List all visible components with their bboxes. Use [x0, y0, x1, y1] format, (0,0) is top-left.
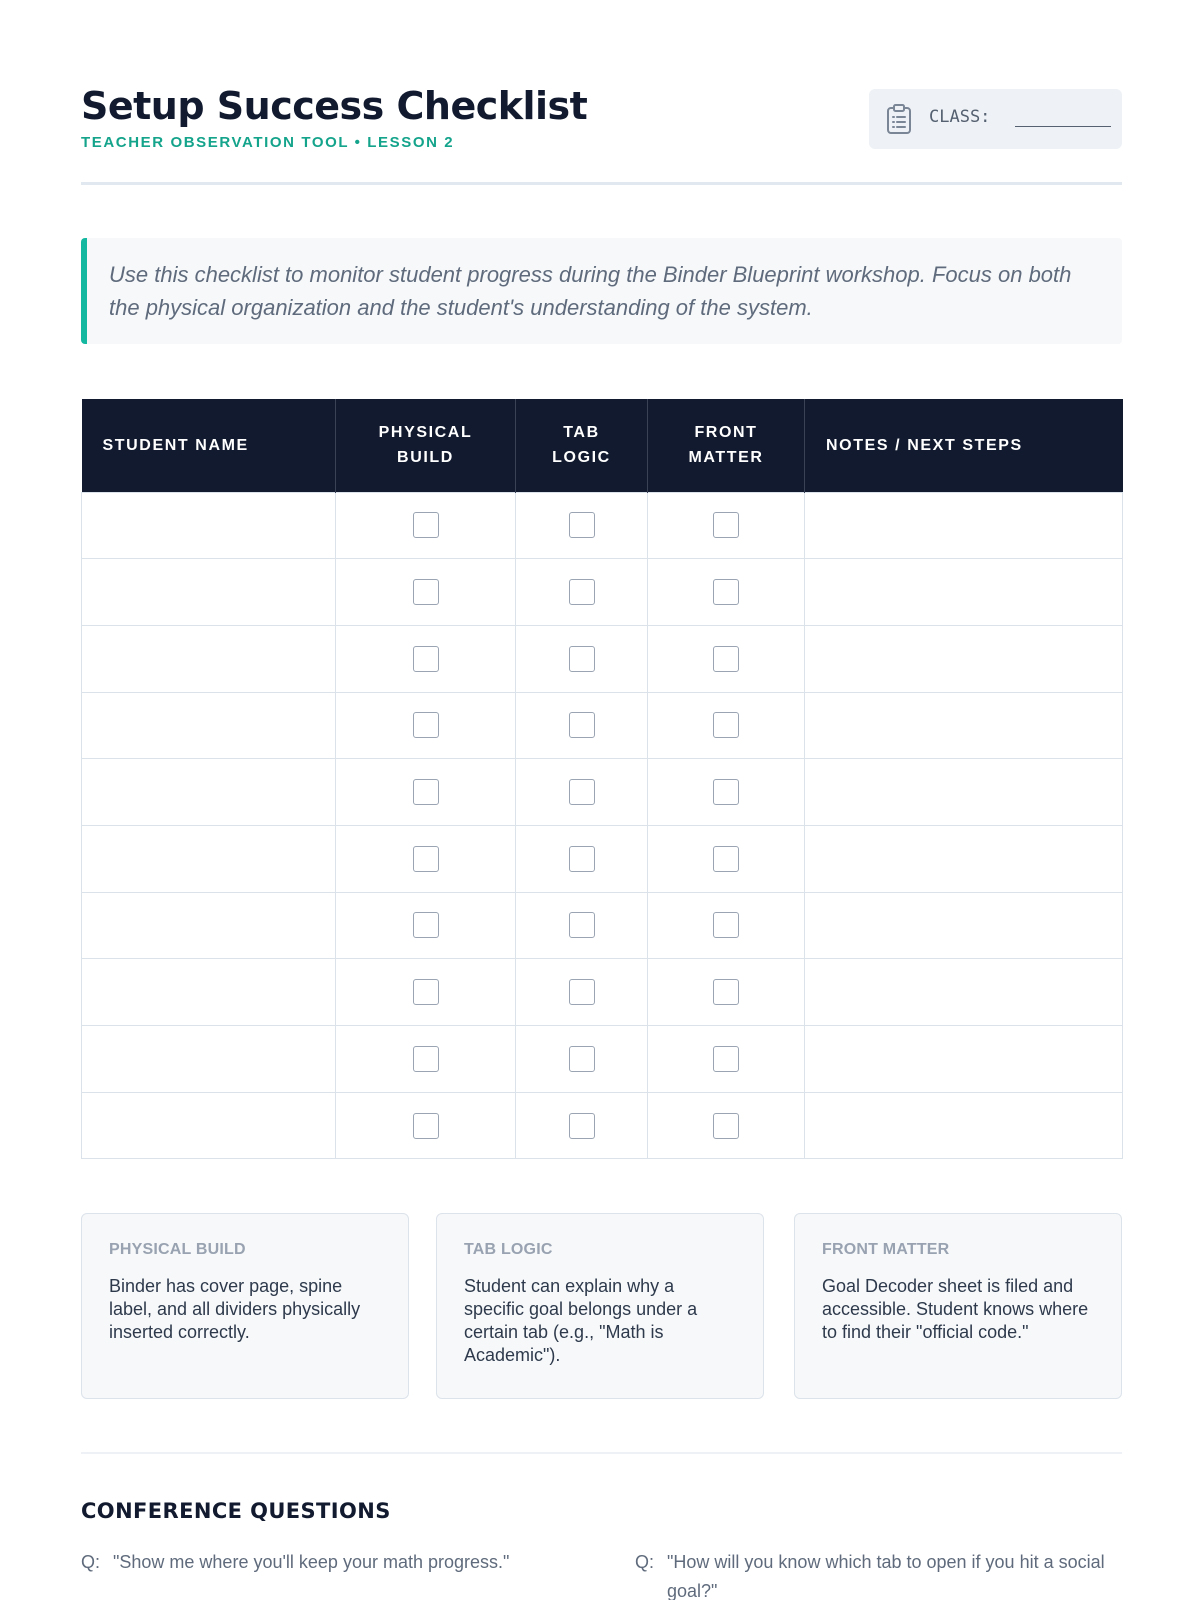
front-matter-cell	[648, 759, 805, 826]
table-row	[82, 825, 1123, 892]
col-physical-build-line2: BUILD	[397, 449, 454, 467]
physical-build-cell	[336, 759, 516, 826]
student-name-cell[interactable]	[82, 1026, 336, 1093]
tab-logic-cell	[516, 1092, 648, 1159]
table-row	[82, 1026, 1123, 1093]
checkbox[interactable]	[569, 1046, 595, 1072]
checklist-table	[81, 399, 1122, 1159]
criteria-cards	[81, 1213, 1122, 1399]
header	[81, 84, 1122, 184]
checkbox[interactable]	[413, 646, 439, 672]
front-matter-cell	[648, 1092, 805, 1159]
col-physical-build	[336, 399, 516, 492]
question-prefix: Q:	[81, 1552, 101, 1572]
notes-cell[interactable]	[805, 492, 1123, 559]
table-row	[82, 892, 1123, 959]
physical-build-cell	[336, 692, 516, 759]
checkbox[interactable]	[569, 979, 595, 1005]
tab-logic-cell	[516, 692, 648, 759]
notes-cell[interactable]	[805, 759, 1123, 826]
checkbox[interactable]	[413, 1046, 439, 1072]
intro-callout	[81, 238, 1122, 344]
col-tab-logic	[516, 399, 648, 492]
notes-cell[interactable]	[805, 625, 1123, 692]
tab-logic-cell	[516, 825, 648, 892]
criteria-card-physical-build	[81, 1213, 409, 1399]
front-matter-cell	[648, 892, 805, 959]
criteria-card-text: Binder has cover page, spine label, and all dividers physically inserted correctly.	[109, 1276, 361, 1342]
checkbox[interactable]	[569, 846, 595, 872]
intro-text: Use this checklist to monitor student progress during the Binder Blueprint workshop. Focus on both the physical organization and the student's understanding of the system.	[109, 262, 1072, 320]
notes-cell[interactable]	[805, 959, 1123, 1026]
checkbox[interactable]	[569, 512, 595, 538]
tab-logic-cell	[516, 959, 648, 1026]
checkbox[interactable]	[413, 912, 439, 938]
table-row	[82, 559, 1123, 626]
student-name-cell[interactable]	[82, 692, 336, 759]
checkbox[interactable]	[413, 779, 439, 805]
question-text: "How will you know which tab to open if you hit a social goal?"	[667, 1552, 1105, 1600]
col-tab-logic-line2: LOGIC	[552, 449, 611, 467]
table-row	[82, 492, 1123, 559]
checkbox[interactable]	[569, 579, 595, 605]
clipboard-icon	[886, 104, 912, 134]
tab-logic-cell	[516, 492, 648, 559]
student-name-cell[interactable]	[82, 959, 336, 1026]
tab-logic-cell	[516, 1026, 648, 1093]
front-matter-cell	[648, 625, 805, 692]
notes-cell[interactable]	[805, 892, 1123, 959]
physical-build-cell	[336, 892, 516, 959]
physical-build-cell	[336, 559, 516, 626]
table-row	[82, 625, 1123, 692]
col-notes: NOTES / NEXT STEPS	[805, 399, 1123, 492]
front-matter-cell	[648, 492, 805, 559]
checkbox[interactable]	[569, 1113, 595, 1139]
criteria-card-text: Goal Decoder sheet is filed and accessible. Student knows where to find their "official code."	[822, 1276, 1089, 1342]
tab-logic-cell	[516, 759, 648, 826]
physical-build-cell	[336, 1026, 516, 1093]
class-label: CLASS:	[929, 107, 991, 127]
criteria-card-title: PHYSICAL BUILD	[109, 1241, 246, 1258]
table-row	[82, 959, 1123, 1026]
criteria-card-front-matter	[794, 1213, 1122, 1399]
checkbox[interactable]	[713, 712, 739, 738]
question-text: "Show me where you'll keep your math progress."	[113, 1552, 510, 1572]
student-name-cell[interactable]	[82, 492, 336, 559]
class-field[interactable]	[869, 89, 1122, 149]
physical-build-cell	[336, 492, 516, 559]
physical-build-cell	[336, 959, 516, 1026]
checkbox[interactable]	[713, 512, 739, 538]
header-divider	[81, 182, 1122, 185]
notes-cell[interactable]	[805, 1092, 1123, 1159]
student-name-cell[interactable]	[82, 825, 336, 892]
checkbox[interactable]	[713, 1046, 739, 1072]
checkbox[interactable]	[413, 979, 439, 1005]
notes-cell[interactable]	[805, 1026, 1123, 1093]
tab-logic-cell	[516, 892, 648, 959]
checkbox[interactable]	[413, 512, 439, 538]
checkbox[interactable]	[713, 912, 739, 938]
notes-cell[interactable]	[805, 825, 1123, 892]
checkbox[interactable]	[569, 646, 595, 672]
checkbox[interactable]	[413, 1113, 439, 1139]
physical-build-cell	[336, 625, 516, 692]
col-physical-build-line1: PHYSICAL	[378, 424, 473, 442]
tab-logic-cell	[516, 625, 648, 692]
class-blank-line[interactable]	[1015, 126, 1111, 127]
table-body	[82, 492, 1123, 1159]
criteria-card-tab-logic	[436, 1213, 764, 1399]
checkbox[interactable]	[713, 779, 739, 805]
front-matter-cell	[648, 559, 805, 626]
front-matter-cell	[648, 959, 805, 1026]
section-divider	[81, 1452, 1122, 1454]
question-prefix: Q:	[635, 1552, 655, 1572]
table-row	[82, 1092, 1123, 1159]
col-front-matter	[648, 399, 805, 492]
col-student-name: STUDENT NAME	[82, 399, 336, 492]
student-name-cell[interactable]	[82, 625, 336, 692]
checkbox[interactable]	[713, 846, 739, 872]
page-title: Setup Success Checklist	[81, 84, 588, 128]
student-name-cell[interactable]	[82, 892, 336, 959]
checkbox[interactable]	[569, 912, 595, 938]
checkbox[interactable]	[713, 979, 739, 1005]
col-tab-logic-line1: TAB	[563, 424, 600, 442]
criteria-card-title: FRONT MATTER	[822, 1241, 950, 1258]
front-matter-cell	[648, 692, 805, 759]
front-matter-cell	[648, 1026, 805, 1093]
page-subtitle: TEACHER OBSERVATION TOOL • LESSON 2	[81, 134, 455, 151]
col-front-matter-line1: FRONT	[694, 424, 758, 442]
conference-title: CONFERENCE QUESTIONS	[81, 1499, 391, 1523]
checkbox[interactable]	[569, 779, 595, 805]
col-front-matter-line2: MATTER	[688, 449, 764, 467]
notes-cell[interactable]	[805, 692, 1123, 759]
front-matter-cell	[648, 825, 805, 892]
criteria-card-title: TAB LOGIC	[464, 1241, 553, 1258]
checkbox[interactable]	[413, 846, 439, 872]
checkbox[interactable]	[413, 712, 439, 738]
table-row	[82, 759, 1123, 826]
student-name-cell[interactable]	[82, 1092, 336, 1159]
notes-cell[interactable]	[805, 559, 1123, 626]
checkbox[interactable]	[413, 579, 439, 605]
checkbox[interactable]	[713, 579, 739, 605]
physical-build-cell	[336, 825, 516, 892]
student-name-cell[interactable]	[82, 759, 336, 826]
checkbox[interactable]	[713, 646, 739, 672]
student-name-cell[interactable]	[82, 559, 336, 626]
physical-build-cell	[336, 1092, 516, 1159]
table-row	[82, 692, 1123, 759]
table-header-row	[82, 399, 1123, 492]
checkbox[interactable]	[569, 712, 595, 738]
checkbox[interactable]	[713, 1113, 739, 1139]
criteria-card-text: Student can explain why a specific goal belongs under a certain tab (e.g., "Math is Academic").	[464, 1276, 698, 1365]
tab-logic-cell	[516, 559, 648, 626]
